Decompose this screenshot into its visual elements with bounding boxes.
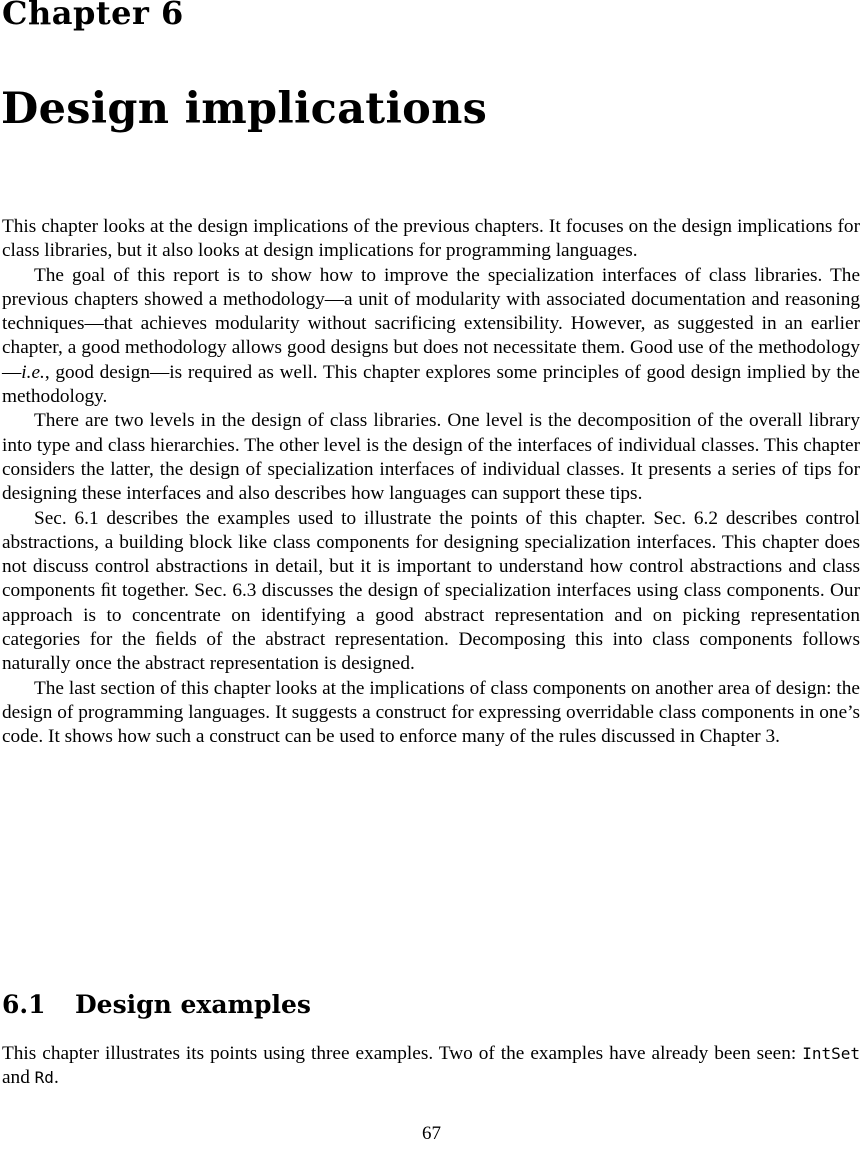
section-number: 6.1: [2, 990, 46, 1019]
rd-code: Rd: [34, 1068, 54, 1088]
section-text-part-2: and: [2, 1067, 35, 1089]
page-number: 67: [422, 1123, 441, 1144]
intro-paragraph-4: Sec. 6.1 describes the examples used to illustrate the points of this chapter. Sec. 6.2 describes control abstractions, a building block like class components for designing specialization interfaces. This chapter does not discuss control abstractions in detail, but it is important to understand how control abstractions and class components ﬁt together. Sec. 6.3 discusses the design of specialization interfaces using class components. Our approach is to concentrate on identifying a good abstract representation and on picking representation categories for the ﬁelds of the abstract representation. Decomposing this into class components follows naturally once the abstract representation is designed.: [2, 507, 860, 675]
intro-paragraph-2-part-2: , good design—is required as well. This chapter explores some principles of good design implied by the methodology.: [2, 361, 860, 408]
intro-paragraph-2-part-1: The goal of this report is to show how to improve the specialization interfaces of class libraries. The previous chapters showed a methodology—a unit of modularity with associated documentation and reasoning techniques—that achieves modularity without sacrificing extensibility. However, as suggested in an earlier chapter, a good methodology allows good designs but does not necessitate them. Good use of the methodology—: [2, 264, 860, 383]
chapter-intro: [2, 215, 860, 750]
section-body: [2, 1042, 860, 1091]
intro-paragraph-2: [2, 264, 860, 410]
section-text-part-1: This chapter illustrates its points using three examples. Two of the examples have already been seen:: [2, 1043, 803, 1064]
intset-code: IntSet: [802, 1044, 860, 1063]
ie-emphasis: i.e.: [21, 361, 45, 383]
section-heading: [2, 990, 311, 1019]
intro-paragraph-1: This chapter looks at the design implications of the previous chapters. It focuses on the design implications for class libraries, but it also looks at design implications for programming languages.: [2, 216, 860, 262]
section-text-part-3: .: [53, 1067, 59, 1089]
intro-paragraph-5: The last section of this chapter looks at the implications of class components on another area of design: the design of programming languages. It suggests a construct for expressing overridable class components in one’s code. It shows how such a construct can be used to enforce many of the rules discussed in Chapter 3.: [2, 677, 860, 748]
intro-paragraph-3: There are two levels in the design of class libraries. One level is the decomposition of the overall library into type and class hierarchies. The other level is the design of the interfaces of individual classes. This chapter considers the latter, the design of specialization interfaces of individual classes. It presents a series of tips for designing these interfaces and also describes how languages can support these tips.: [2, 410, 860, 505]
section-paragraph-1: [2, 1042, 860, 1091]
section-title: Design examples: [75, 990, 311, 1019]
chapter-label: Chapter 6: [2, 0, 184, 32]
chapter-title: Design implications: [1, 84, 488, 134]
